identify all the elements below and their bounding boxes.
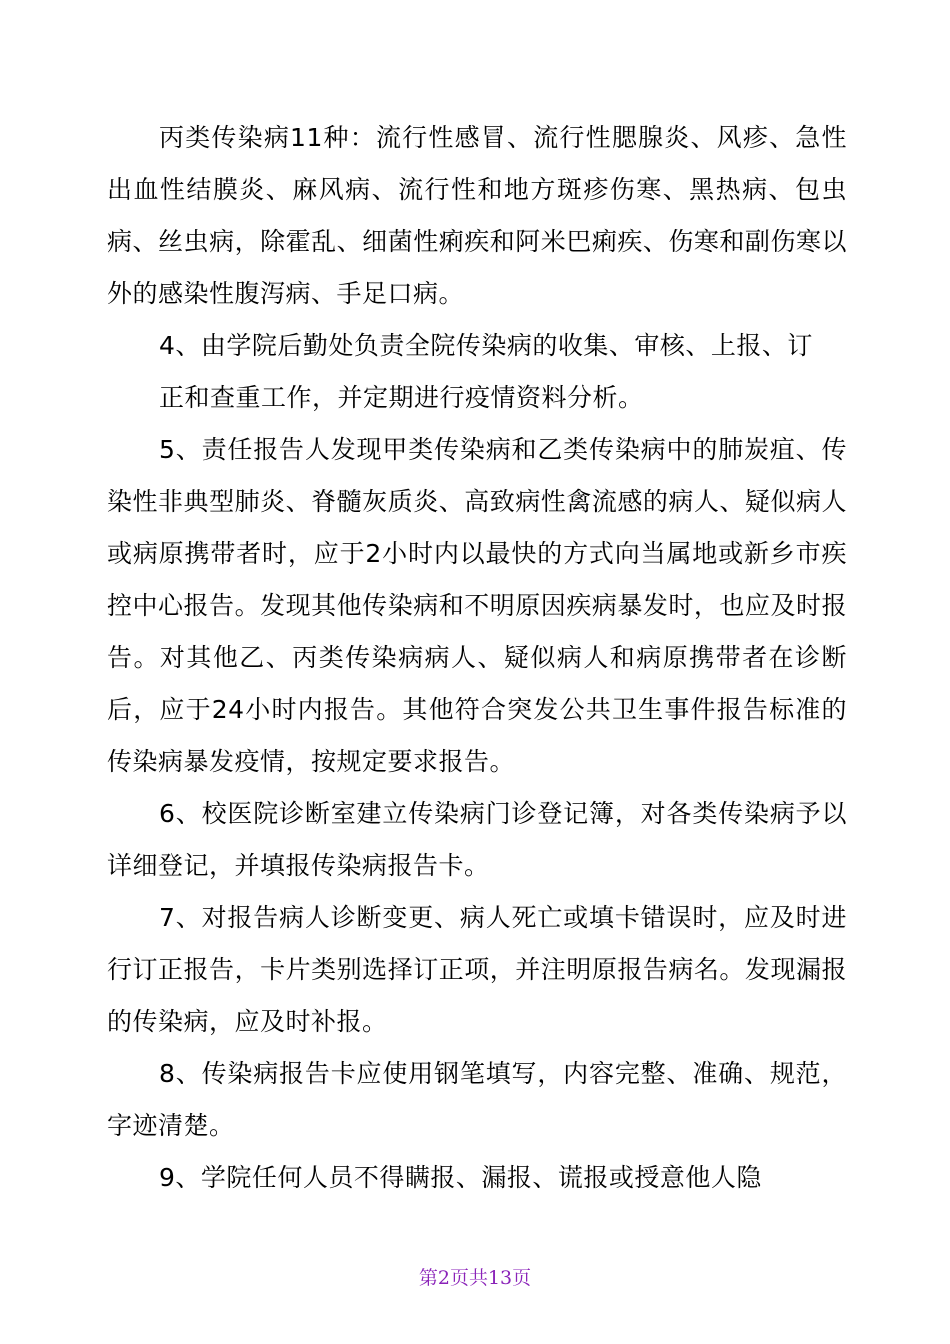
paragraph-item-8: 8、传染病报告卡应使用钢笔填写，内容完整、准确、规范，字迹清楚。 xyxy=(107,1059,847,1140)
page-number-footer: 第2页共13页 xyxy=(418,1267,532,1289)
paragraph-item-9: 9、学院任何人员不得瞒报、漏报、谎报或授意他人隐 xyxy=(159,1163,762,1192)
paragraph-item-6: 6、校医院诊断室建立传染病门诊登记簿，对各类传染病予以详细登记，并填报传染病报告卡。 xyxy=(107,799,847,880)
paragraph-class-c-diseases: 丙类传染病11种：流行性感冒、流行性腮腺炎、风疹、急性出血性结膜炎、麻风病、流行性和地方斑疹伤寒、黑热病、包虫病、丝虫病，除霍乱、细菌性痢疾和阿米巴痢疾、伤寒和副伤寒以外的感染性腹泻病、手足口病。 xyxy=(107,123,847,308)
document-body xyxy=(107,112,847,1204)
paragraph-item-7: 7、对报告病人诊断变更、病人死亡或填卡错误时，应及时进行订正报告，卡片类别选择订正项，并注明原报告病名。发现漏报的传染病，应及时补报。 xyxy=(107,903,847,1036)
paragraph-item-5: 5、责任报告人发现甲类传染病和乙类传染病中的肺炭疽、传染性非典型肺炎、脊髓灰质炎、高致病性禽流感的病人、疑似病人或病原携带者时，应于2小时内以最快的方式向当属地或新乡市疾控中心报告。发现其他传染病和不明原因疾病暴发时，也应及时报告。对其他乙、丙类传染病病人、疑似病人和病原携带者在诊断后，应于24小时内报告。其他符合突发公共卫生事件报告标准的传染病暴发疫情，按规定要求报告。 xyxy=(107,435,847,776)
paragraph-item-4-continued: 正和查重工作，并定期进行疫情资料分析。 xyxy=(159,383,644,412)
paragraph-item-4: 4、由学院后勤处负责全院传染病的收集、审核、上报、订 xyxy=(159,331,813,360)
